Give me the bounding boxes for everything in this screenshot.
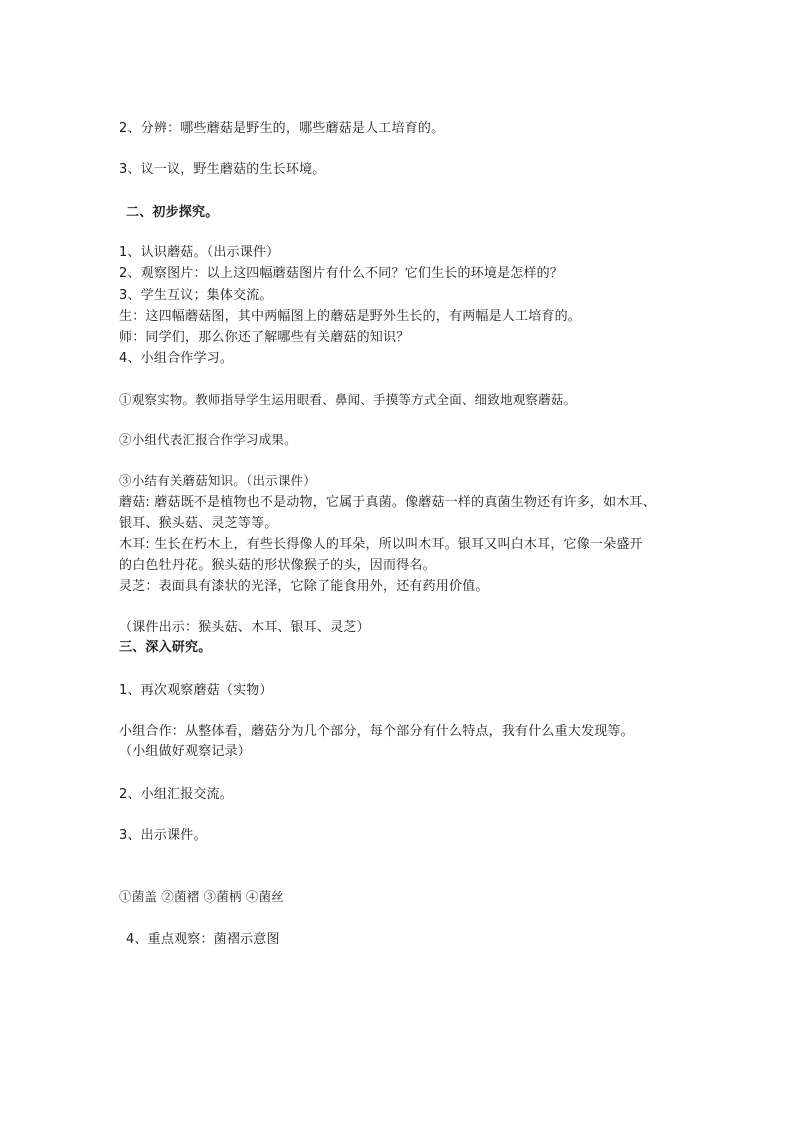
text-line: 小组合作：从整体看，蘑菇分为几个部分，每个部分有什么特点，我有什么重大发现等。	[119, 724, 634, 739]
text-line: 3、学生互议；集体交流。	[119, 288, 273, 303]
text-line: （小组做好观察记录）	[119, 744, 252, 759]
text-line: 银耳、猴头菇、灵芝等等。	[119, 516, 278, 531]
text-line: 1、认识蘑菇。（出示课件）	[119, 245, 280, 260]
section-heading: 二、初步探究。	[126, 205, 219, 220]
text-line: ①观察实物。教师指导学生运用眼看、鼻闻、手摸等方式全面、细致地观察蘑菇。	[119, 392, 577, 407]
text-line: 2、小组汇报交流。	[119, 787, 234, 802]
text-line: 生：这四幅蘑菇图，其中两幅图上的蘑菇是野外生长的，有两幅是人工培育的。	[119, 309, 582, 324]
text-line: 1、再次观察蘑菇（实物）	[119, 683, 273, 698]
text-line: 的白色牡丹花。猴头菇的形状像猴子的头，因而得名。	[119, 558, 436, 573]
text-line: 2、分辨：哪些蘑菇是野生的，哪些蘑菇是人工培育的。	[119, 121, 445, 136]
text-line: 4、小组合作学习。	[119, 351, 234, 366]
text-line: 师：同学们，那么你还了解哪些有关蘑菇的知识？	[119, 330, 410, 345]
text-line: 蘑菇: 蘑菇既不是植物也不是动物，它属于真菌。像蘑菇一样的真菌生物还有许多，如木耳、	[119, 495, 656, 510]
text-line: ②小组代表汇报合作学习成果。	[119, 432, 297, 447]
text-line: ③小结有关蘑菇知识。（出示课件）	[119, 473, 316, 488]
text-line: 木耳: 生长在朽木上，有些长得像人的耳朵，所以叫木耳。银耳又叫白木耳，它像一朵盛开	[119, 537, 643, 552]
text-line: 3、出示课件。	[119, 828, 207, 843]
text-line: 4、重点观察：菌褶示意图	[126, 932, 280, 947]
section-heading: 三、深入研究。	[119, 640, 212, 655]
text-line: （课件出示：猴头菇、木耳、银耳、灵芝）	[119, 620, 370, 635]
text-line: 2、观察图片：以上这四幅蘑菇图片有什么不同？它们生长的环境是怎样的？	[119, 266, 564, 281]
text-line: ①菌盖 ②菌褶 ③菌柄 ④菌丝	[119, 889, 284, 904]
text-line: 灵芝：表面具有漆状的光泽，它除了能食用外，还有药用价值。	[119, 579, 489, 594]
text-line: 3、议一议，野生蘑菇的生长环境。	[119, 162, 326, 177]
